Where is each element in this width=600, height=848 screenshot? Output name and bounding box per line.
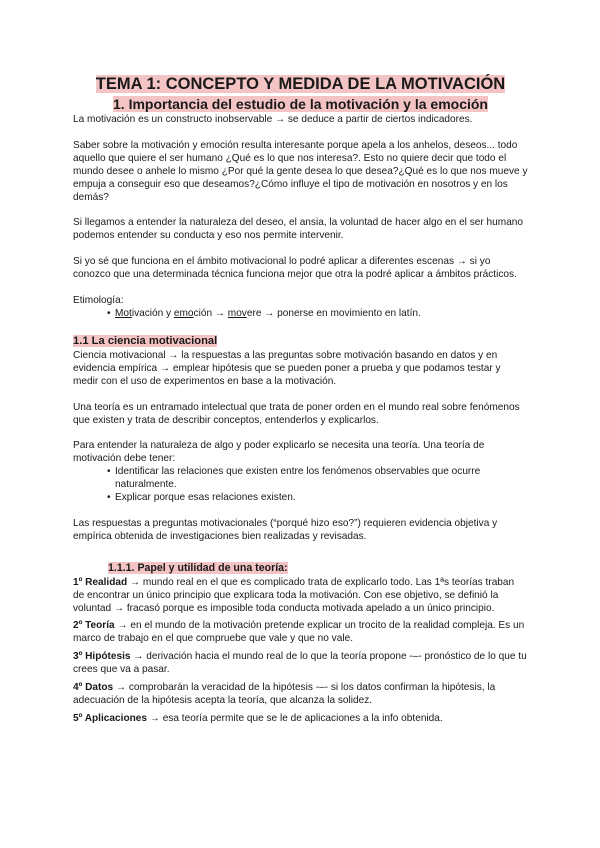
section-1-paragraph-3: Si llegamos a entender la naturaleza del deseo, el ansia, la voluntad de hacer algo en el ser humano podemos entender su conducta y eso nos permite intervenir.	[73, 217, 524, 242]
list-item-text: Identificar las relaciones que existen entre los fenómenos observables que ocurre naturalmente.	[115, 466, 481, 491]
etym-word-2-underlined: emo	[173, 307, 194, 319]
theory-step-hipotesis	[73, 651, 528, 677]
list-item	[73, 466, 528, 492]
section-1-1-paragraph-2: Una teoría es un entramado intelectual que trata de poner orden en el mundo real sobre fenómenos que existen y trata de describir conceptos, entenderlos y explicarlos.	[73, 401, 520, 426]
section-1-1-paragraph-4: Las respuestas a preguntas motivacionales (“porqué hizo eso?”) requieren evidencia objetiva y empírica obtenida de investigaciones bien realizadas y revisadas.	[73, 517, 498, 542]
etymology-label: Etimología:	[73, 295, 124, 307]
section-1-paragraph-1: La motivación es un constructo inobservable → se deduce a partir de ciertos indicadores.	[73, 114, 473, 125]
section-1-heading-text: 1. Importancia del estudio de la motivación y la emoción	[113, 96, 488, 112]
etymology-list	[73, 308, 528, 321]
theory-step-datos	[73, 682, 528, 708]
etym-word-1-rest: ivación y	[131, 307, 174, 319]
document-content	[73, 74, 528, 726]
section-1-paragraph-4: Si yo sé que funciona en el ámbito motivacional lo podré aplicar a diferentes escenas → si yo conozco que una determinada técnica funciona mejor que otra la podré aplicar a ámbitos prácticos.	[73, 256, 517, 281]
step-label: 5º Aplicaciones	[73, 712, 147, 724]
bullet-icon: •	[107, 307, 111, 319]
step-text: → comprobarán la veracidad de la hipótesis -–- si los datos confirman la hipótesis, la adecuación de la hipótesis acepta la teoría, que alcanza la solidez.	[73, 682, 496, 706]
theory-step-realidad	[73, 577, 528, 616]
theory-requirements-list	[73, 466, 528, 505]
step-label: 1º Realidad	[73, 576, 128, 588]
section-1-1-paragraph-1: Ciencia motivacional → la respuestas a las preguntas sobre motivación basando en datos y en evidencia empírica → emplear hipótesis que se pueden poner a prueba y que podamos testar y medir con el uso de experimentos en base a la motivación.	[73, 349, 501, 387]
section-1-1-paragraph-3: Para entender la naturaleza de algo y poder explicarlo se necesita una teoría. Una teoría de motivación debe tener:	[73, 440, 485, 465]
step-label: 3º Hipótesis	[73, 651, 131, 663]
step-label: 2º Teoría	[73, 620, 115, 632]
list-item-text: Explicar porque esas relaciones existen.	[115, 492, 296, 504]
step-text: → mundo real en el que es complicado trata de explicarlo todo. Las 1ªs teorías traban de encontrar un único principio que explicara toda la motivación. Con ese objetivo, se definió la voluntad → fracasó porque es imposible toda conducta motivada apelado a un único principio.	[73, 576, 515, 614]
section-1-paragraph-2: Saber sobre la motivación y emoción resulta interesante porque apela a los anhelos, deseos... todo aquello que quiere el ser humano ¿Qué es lo que nos interesa?. Esto no quiere decir que todo el mundo desee o anhele lo mismo ¿Por qué la gente desea lo que desea?¿Qué es lo que nos mueve y empuja a conseguir eso que deseamos?¿Cómo influye el tipo de motivación en nosotros y en los demás?	[73, 139, 528, 203]
step-text: → esa teoría permite que se le de aplicaciones a la info obtenida.	[147, 712, 443, 724]
etym-word-3-underlined: mov	[227, 307, 247, 319]
theory-step-aplicaciones	[73, 713, 528, 726]
section-1-1-heading-text: 1.1 La ciencia motivacional	[73, 334, 218, 347]
section-1-heading	[73, 95, 528, 113]
section-1-1-heading	[73, 334, 528, 348]
etymology-item	[73, 308, 528, 321]
step-text: → derivación hacia el mundo real de lo que la teoría propone -–- pronóstico de lo que tu crees que va a pasar.	[73, 651, 527, 676]
bullet-icon: •	[107, 492, 111, 504]
step-label: 4º Datos	[73, 682, 114, 694]
section-1-1-1-heading	[108, 561, 528, 575]
bullet-icon: •	[107, 466, 111, 478]
etym-word-1-underlined: Mot	[115, 307, 132, 319]
theory-step-teoria	[73, 620, 528, 646]
section-1-1-1-heading-text: 1.1.1. Papel y utilidad de una teoría:	[108, 561, 288, 574]
etym-word-2-rest: ción →	[193, 307, 228, 319]
page-title-text: TEMA 1: CONCEPTO Y MEDIDA DE LA MOTIVACIÓN	[95, 75, 506, 93]
page-title	[73, 74, 528, 94]
step-text: → en el mundo de la motivación pretende explicar un trocito de la realidad compleja. Es un marco de trabajo en el que compruebe que vale y que no vale.	[73, 620, 525, 645]
list-item	[73, 492, 528, 505]
etym-word-3-rest: ere → ponerse en movimiento en latín.	[246, 307, 421, 319]
